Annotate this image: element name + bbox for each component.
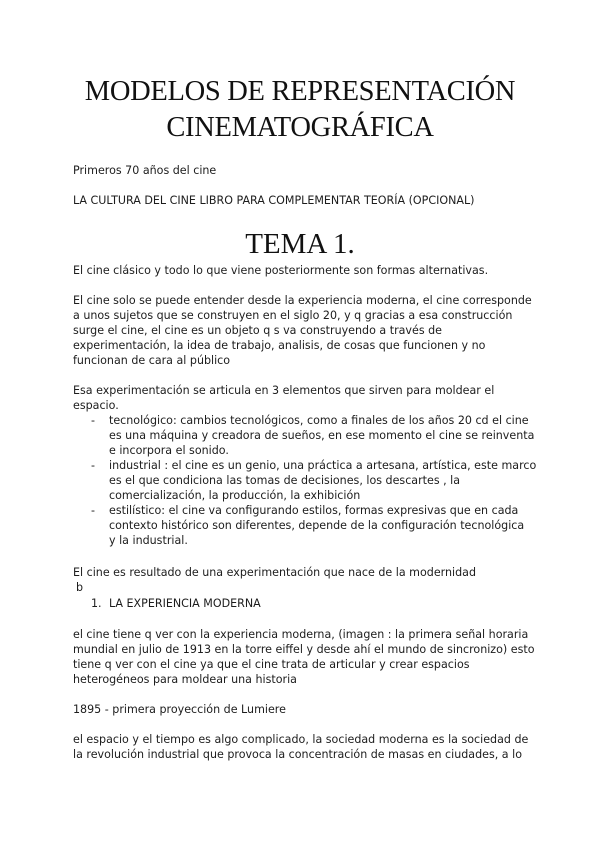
bullet-line: industrial : el cine es un genio, una práctica a artesana, artística, este marco <box>109 459 537 472</box>
paragraph-line: Esa experimentación se articula en 3 elementos que sirven para moldear el <box>73 384 495 397</box>
paragraph-line: el cine tiene q ver con la experiencia moderna, (imagen : la primera señal horaria <box>73 628 529 641</box>
bullet-line: es el que condiciona las tomas de decisiones, los descartes , la <box>109 474 461 487</box>
stray-letter: b <box>76 581 84 594</box>
bullet-line: contexto histórico son diferentes, depende de la configuración tecnológica <box>109 519 525 532</box>
paragraph-line: el espacio y el tiempo es algo complicado, la sociedad moderna es la sociedad de <box>73 733 529 746</box>
paragraph-line: a unos sujetos que se construyen en el siglo 20, y q gracias a esa construcción <box>73 309 513 322</box>
bullet-line: y la industrial. <box>109 534 188 547</box>
bullet-dash: - <box>91 414 96 427</box>
paragraph-line: tiene q ver con el cine ya que el cine trata de articular y crear espacios <box>73 658 470 671</box>
paragraph-line: la revolución industrial que provoca la concentración de masas en ciudades, a lo <box>73 748 522 761</box>
tema-heading: TEMA 1. <box>245 228 355 260</box>
bullet-line: comercialización, la producción, la exhibición <box>109 489 361 502</box>
reference-text: LA CULTURA DEL CINE LIBRO PARA COMPLEMENTAR TEORÍA (OPCIONAL) <box>73 194 475 207</box>
paragraph-line: heterogéneos para moldear una historia <box>73 673 297 686</box>
document-title-line-2: CINEMATOGRÁFICA <box>166 112 434 143</box>
bullet-line: tecnológico: cambios tecnológicos, como a finales de los años 20 cd el cine <box>109 414 529 427</box>
paragraph-line: experimentación, la idea de trabajo, analisis, de cosas que funcionen y no <box>73 339 486 352</box>
bullet-line: e incorpora el sonido. <box>109 444 229 457</box>
paragraph-line: El cine es resultado de una experimentación que nace de la modernidad <box>73 566 477 579</box>
bullet-dash: - <box>91 504 96 517</box>
paragraph-line: surge el cine, el cine es un objeto q s va construyendo a través de <box>73 324 442 337</box>
document-title-line-1: MODELOS DE REPRESENTACIÓN <box>84 76 516 107</box>
numbered-item-number: 1. <box>91 597 102 610</box>
subtitle-text: Primeros 70 años del cine <box>73 164 217 177</box>
bullet-line: es una máquina y creadora de sueños, en ese momento el cine se reinventa <box>109 429 535 442</box>
paragraph-line: mundial en julio de 1913 en la torre eiffel y desde ahí el mundo de sincronizo) esto <box>73 643 535 656</box>
bullet-line: estilístico: el cine va configurando estilos, formas expresivas que en cada <box>109 504 519 517</box>
numbered-item-text: LA EXPERIENCIA MODERNA <box>109 597 261 610</box>
paragraph-line: espacio. <box>73 399 119 412</box>
bullet-dash: - <box>91 459 96 472</box>
paragraph-line: El cine clásico y todo lo que viene posteriormente son formas alternativas. <box>73 264 489 277</box>
paragraph-line: El cine solo se puede entender desde la experiencia moderna, el cine corresponde <box>73 294 532 307</box>
paragraph-line: 1895 - primera proyección de Lumiere <box>73 703 286 716</box>
paragraph-line: funcionan de cara al público <box>73 354 231 367</box>
